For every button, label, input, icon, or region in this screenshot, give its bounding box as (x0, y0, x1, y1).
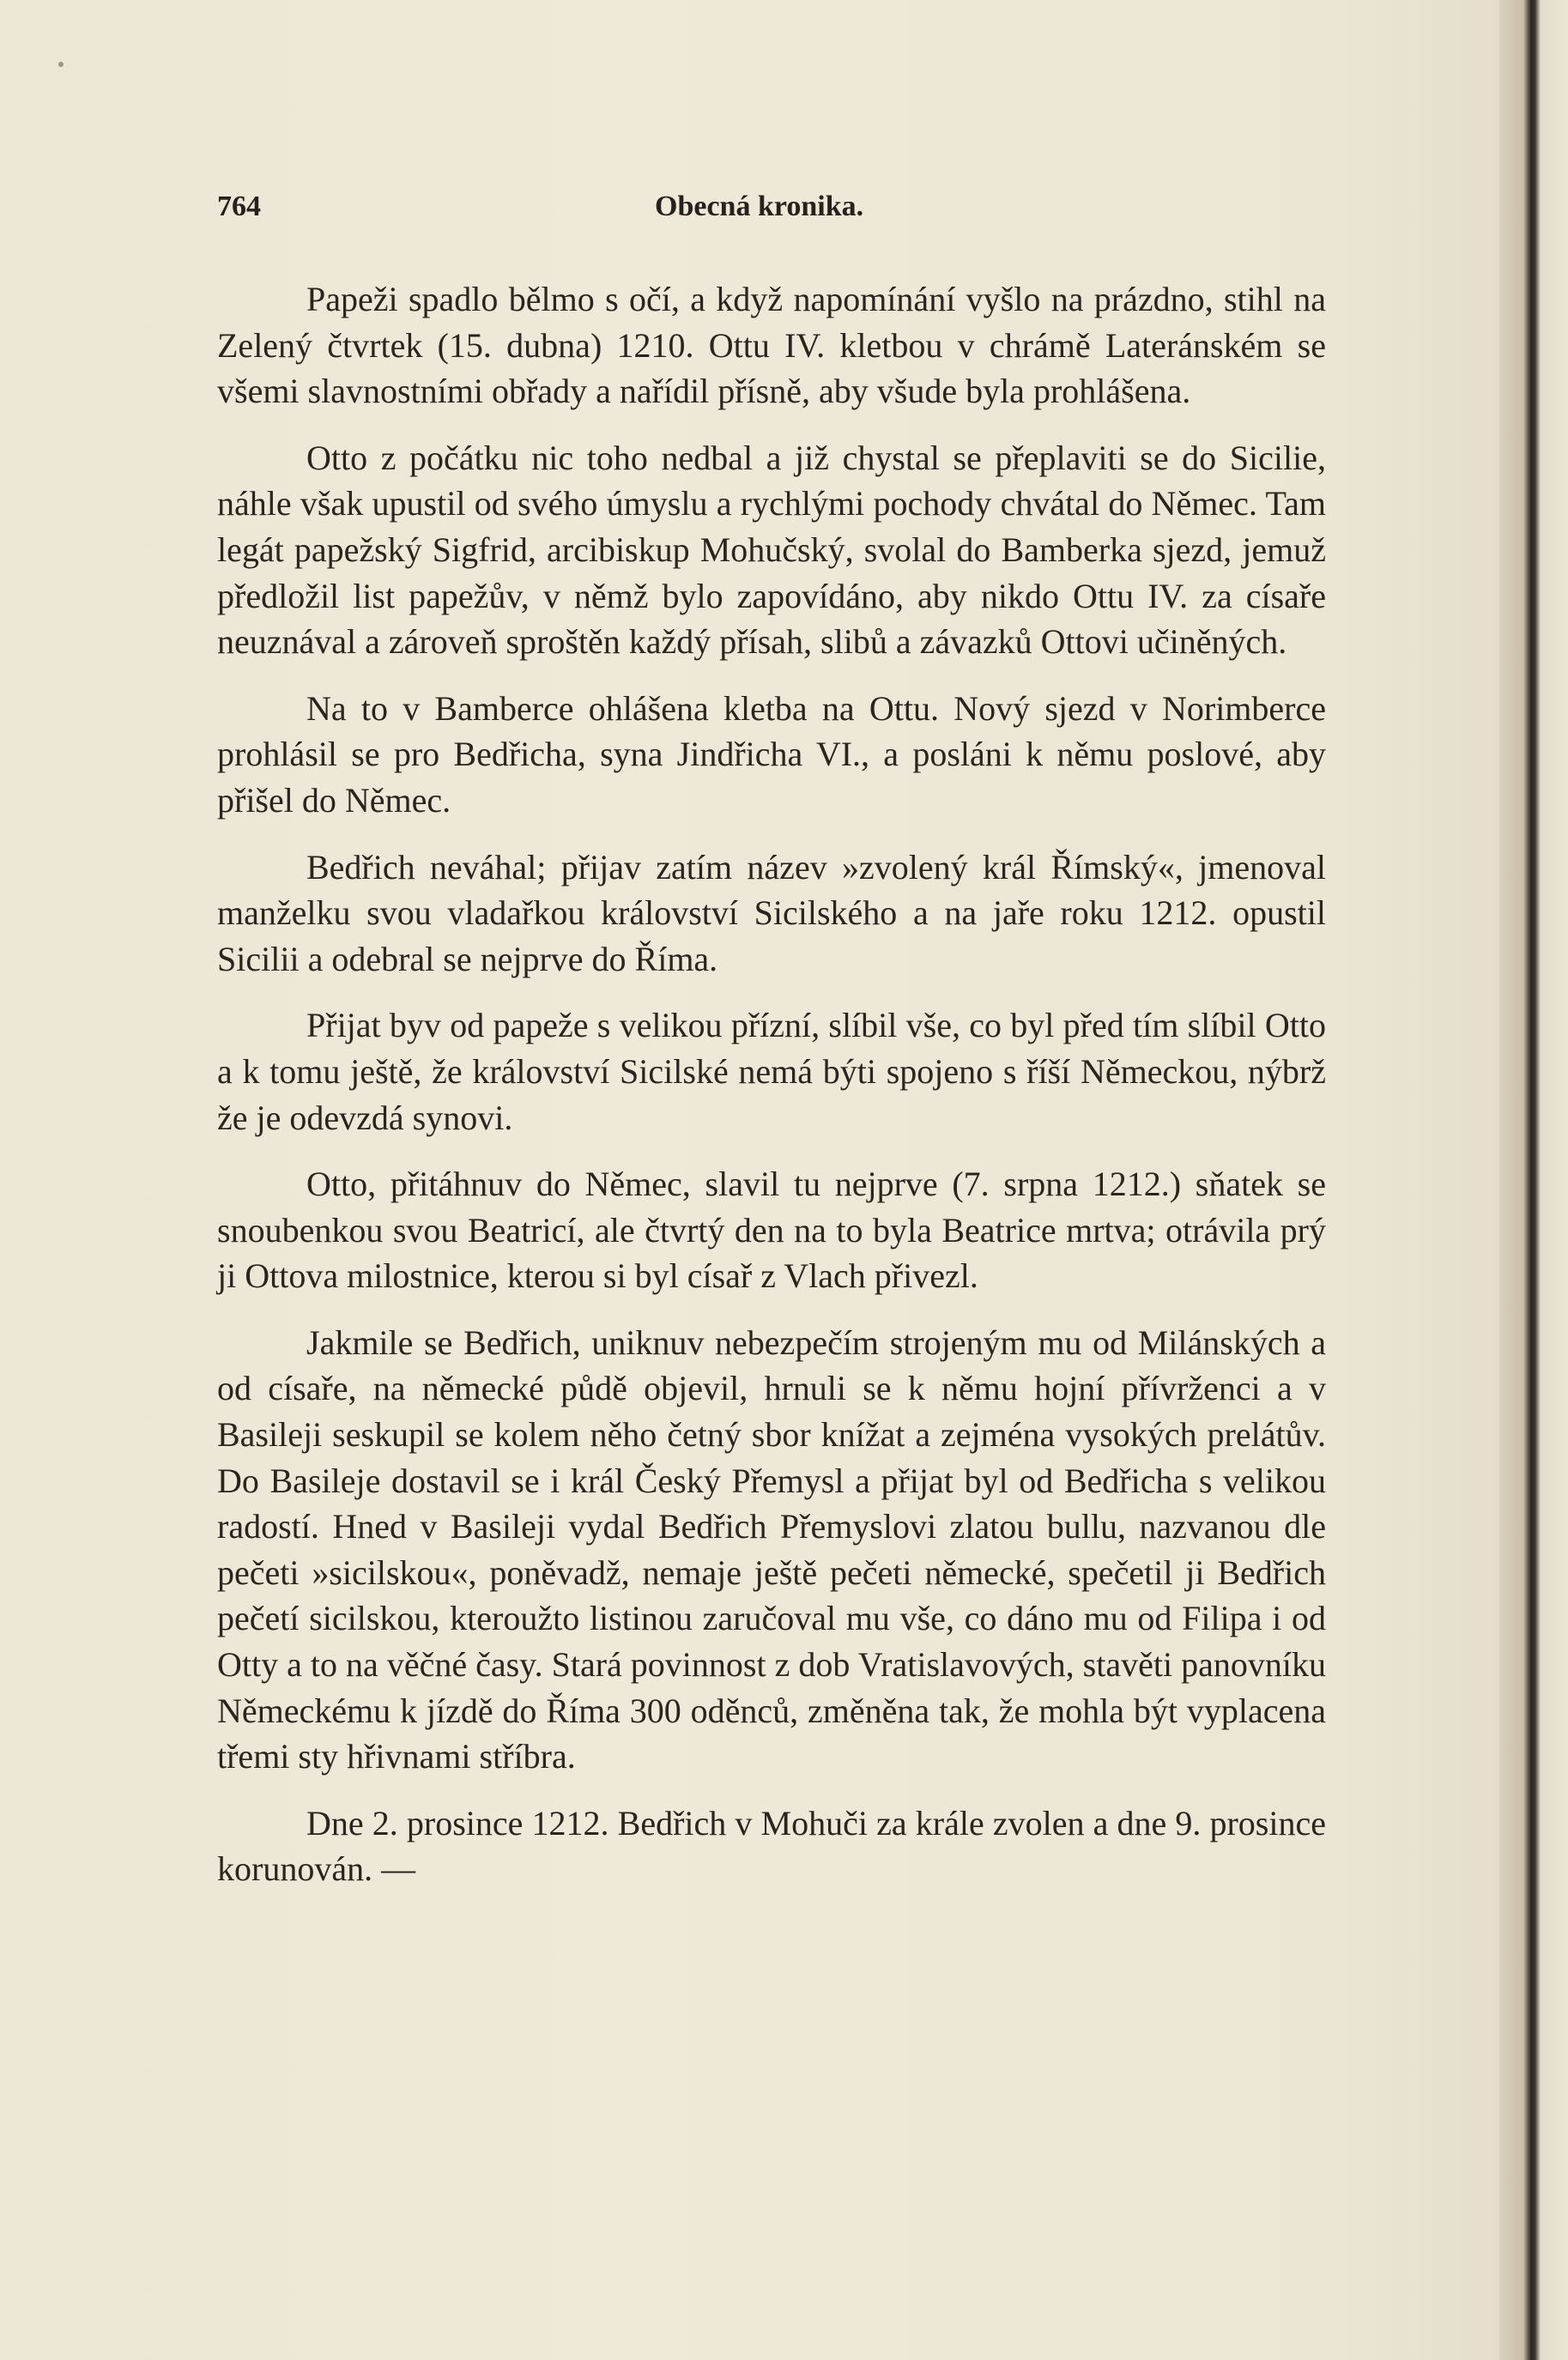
page-header (217, 191, 1324, 233)
book-binding-edge (1499, 0, 1568, 2360)
paragraph: Dne 2. prosince 1212. Bedřich v Mohuči za krále zvolen a dne 9. prosince korunován. — (217, 1803, 1326, 1889)
paragraph: Přijat byv od papeže s velikou přízní, slíbil vše, co byl před tím slíbil Otto a k tomu ještě, že království Sicilské nemá býti spojeno s říší Německou, nýbrž že je odevzdá synovi. (217, 1006, 1326, 1137)
paragraph: Jakmile se Bedřich, uniknuv nebezpečím strojeným mu od Milánských a od císaře, na německé půdě objevil, hrnuli se k němu hojní přívrženci a v Basileji seskupil se kolem něho četný sbor knížat a zejména vysokých prelátův. Do Basileje dostavil se i král Český Přemysl a přijat byl od Bedřicha s velikou radostí. Hned v Basileji vydal Bedřich Přemyslovi zlatou bullu, nazvanou dle pečeti »sicilskou«, poněvadž, nemaje ještě pečeti německé, spečetil ji Bedřich pečetí sicilskou, kteroužto listinou zaručoval mu vše, co dáno mu od Filipa i od Otty a to na věčné časy. Stará povinnost z dob Vratislavových, stavěti panovníku Německému k jízdě do Říma 300 oděnců, změněna tak, že mohla být vyplacena třemi sty hřivnami stříbra. (217, 1322, 1326, 1776)
paragraph: Bedřich neváhal; přijav zatím název »zvolený král Římský«, jmenoval manželku svou vladařkou království Sicilského a na jaře roku 1212. opustil Sicilii a odebral se nejprve do Říma. (217, 847, 1326, 978)
paper-speck (58, 62, 64, 67)
running-title: Obecná kronika. (655, 191, 864, 222)
paragraph: Otto, přitáhnuv do Němec, slavil tu nejprve (7. srpna 1212.) sňatek se snoubenkou svou Beatricí, ale čtvrtý den na to byla Beatrice mrtva; otrávila prý ji Ottova milostnice, kterou si byl císař z Vlach přivezl. (217, 1165, 1326, 1296)
page-number: 764 (217, 191, 261, 222)
paragraph: Na to v Bamberce ohlášena kletba na Ottu. Nový sjezd v Norimberce prohlásil se pro Bedřicha, syna Jindřicha VI., a posláni k němu poslové, aby přišel do Němec. (217, 688, 1326, 820)
paragraph: Papeži spadlo bělmo s očí, a když napomínání vyšlo na prázdno, stihl na Zelený čtvrtek (15. dubna) 1210. Ottu IV. kletbou v chrámě Lateránském se všemi slavnostními obřady a nařídil přísně, aby všude byla prohlášena. (217, 280, 1326, 411)
body-text (217, 276, 1326, 1913)
paragraph: Otto z počátku nic toho nedbal a již chystal se přeplaviti se do Sicilie, náhle však upustil od svého úmyslu a rychlými pochody chvátal do Němec. Tam legát papežský Sigfrid, arcibiskup Mohučský, svolal do Bamberka sjezd, jemuž předložil list papežův, v němž bylo zapovídáno, aby nikdo Ottu IV. za císaře neuznával a zároveň sproštěn každý přísah, slibů a závazků Ottovi učiněných. (217, 438, 1326, 662)
